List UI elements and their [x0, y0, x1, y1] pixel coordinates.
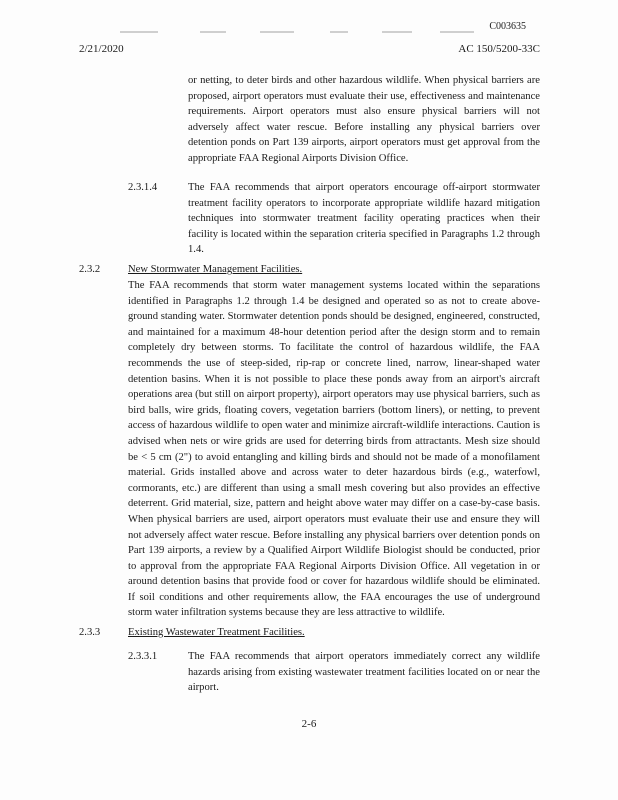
bates-number: C003635: [489, 21, 526, 32]
header-date: 2/21/2020: [79, 43, 124, 55]
section-number-2-3-1-4: 2.3.1.4: [128, 182, 158, 193]
paragraph-continued: or netting, to deter birds and other hazardous wildlife. When physical barriers are proposed, airport operators must evaluate their use, effectiveness and maintenance requirements. Airport operators must also ensure physical barriers will not adversely affect water rescue. Before installing any physical barriers over detention ponds on Part 139 airports, airport operators must get approval from the appropriate FAA Regional Airports Division Office.: [188, 75, 540, 164]
section-number-2-3-3-1: 2.3.3.1: [128, 651, 158, 662]
section-number-2-3-2: 2.3.2: [79, 264, 101, 275]
page-number: 2-6: [301, 718, 317, 730]
section-number-2-3-3: 2.3.3: [79, 627, 101, 638]
paragraph-2-3-3-1: The FAA recommends that airport operators immediately correct any wildlife hazards arising from existing wastewater treatment facilities located on or near the airport.: [188, 651, 540, 694]
faint-header-marks: [120, 29, 476, 37]
header-doc-id: AC 150/5200-33C: [458, 43, 540, 55]
paragraph-2-3-2: The FAA recommends that storm water management systems located within the separations identified in Paragraphs 1.2 through 1.4 be designed and operated so as not to create above-ground standing water. Stormwater detention ponds should be designed, engineered, constructed, and maintained for a maximum 48-hour detention period after the design storm and to remain completely dry between storms. To facilitate the control of hazardous wildlife, the FAA recommends the use of steep-sided, rip-rap or concrete lined, narrow, linear-shaped water detention basins. When it is not possible to place these ponds away from an airport's aircraft operations area (but still on airport property), airport operators may use physical barriers, such as bird balls, wire grids, floating covers, vegetation barriers (bottom liners), or netting, to prevent access of hazardous wildlife to open water and minimize aircraft-wildlife interactions. Caution is advised when nets or wire grids are used for deterring birds from attractants. Mesh size should be < 5 cm (2") to avoid entangling and killing birds and should not be made of a monofilament material. Grids installed above and across water to deter hazardous birds (e.g., waterfowl, cormorants, etc.) are different than using a small mesh covering but also provides an effective deterrent. Grid material, size, pattern and height above water may differ on a case-by-case basis. When physical barriers are used, airport operators must evaluate their use and ensure they will not adversely affect water rescue. Before installing any physical barriers over detention ponds on Part 139 airports, a review by a Qualified Airport Wildlife Biologist should be conducted, prior to approval from the appropriate FAA Regional Airports Division Office. All vegetation in or around detention basins that provide food or cover for hazardous wildlife should be eliminated. If soil conditions and other requirements allow, the FAA encourages the use of underground storm water infiltration systems because they are less attractive to wildlife.: [128, 280, 540, 619]
section-heading-2-3-2: New Stormwater Management Facilities.: [128, 264, 303, 275]
paragraph-2-3-1-4: The FAA recommends that airport operators encourage off-airport stormwater treatment facility operators to incorporate appropriate wildlife hazard mitigation techniques into stormwater treatment facility operating practices when their facility is located within the separation criteria specified in Paragraphs 1.2 through 1.4.: [188, 182, 540, 256]
section-heading-2-3-3: Existing Wastewater Treatment Facilities.: [128, 627, 305, 638]
